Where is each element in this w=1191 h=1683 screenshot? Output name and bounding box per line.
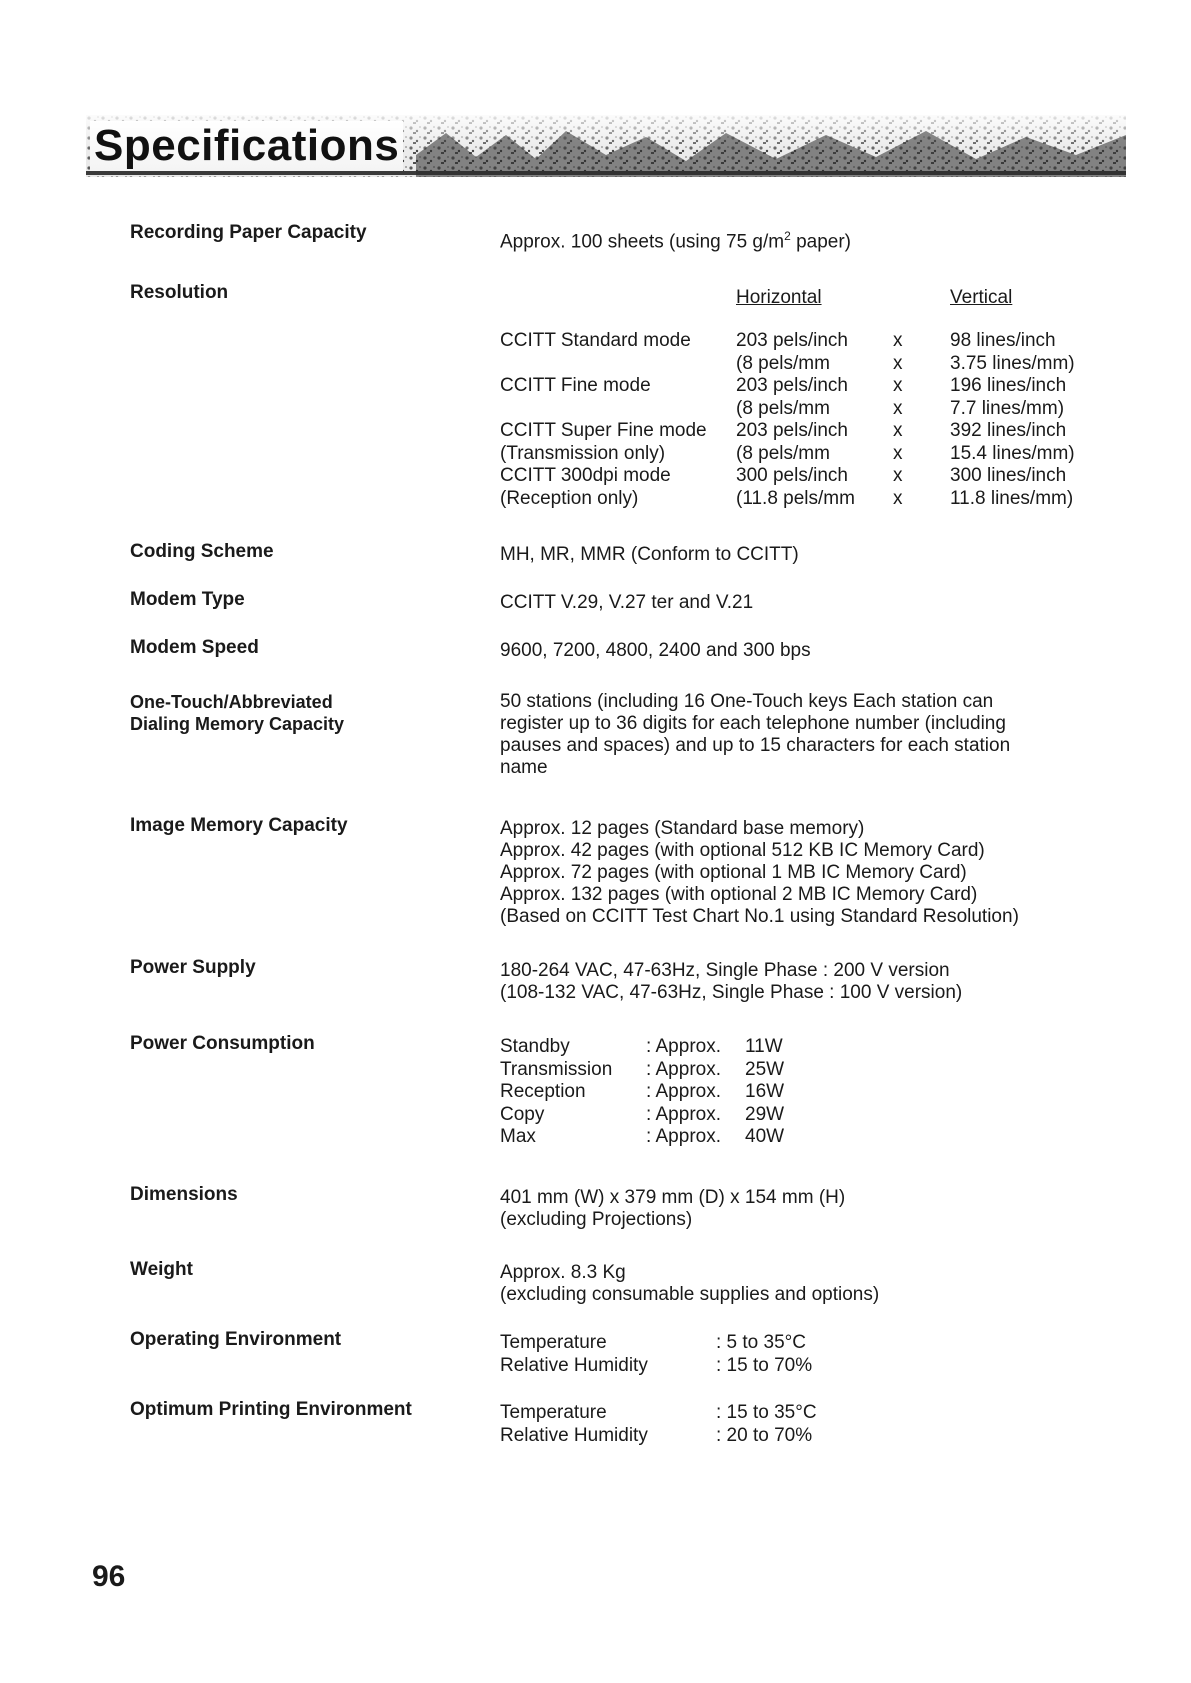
separator-x: x bbox=[893, 442, 903, 464]
power-approx: : Approx. bbox=[646, 1126, 721, 1147]
power-mode: Max bbox=[500, 1126, 536, 1147]
horizontal-value: (8 pels/mm bbox=[736, 397, 830, 419]
resolution-mode: CCITT Super Fine mode bbox=[500, 420, 707, 441]
power-value: 29W bbox=[745, 1103, 785, 1125]
horizontal-value: 203 pels/inch bbox=[736, 420, 848, 441]
env-value: : 20 to 70% bbox=[716, 1424, 813, 1446]
power-value: 40W bbox=[745, 1126, 785, 1147]
spec-label: Optimum Printing Environment bbox=[130, 1399, 412, 1420]
horizontal-value: (8 pels/mm bbox=[736, 442, 830, 464]
env-value: : 15 to 70% bbox=[716, 1354, 813, 1376]
spec-value-line: (excluding consumable supplies and options) bbox=[500, 1284, 880, 1305]
spec-label bbox=[130, 691, 344, 735]
spec-value-line: register up to 36 digits for each telephone number (including bbox=[500, 713, 1006, 734]
vertical-value: 7.7 lines/mm) bbox=[950, 397, 1065, 419]
power-value: 16W bbox=[745, 1081, 785, 1102]
spec-value bbox=[500, 818, 1019, 928]
separator-x: x bbox=[893, 420, 903, 441]
env-value: : 5 to 35°C bbox=[716, 1332, 806, 1353]
power-approx: : Approx. bbox=[646, 1058, 721, 1080]
spec-value-line: 50 stations (including 16 One-Touch keys Each station can bbox=[500, 691, 994, 712]
spec-value-line: pauses and spaces) and up to 15 characters for each station bbox=[500, 735, 1011, 756]
header-banner bbox=[86, 115, 1126, 177]
separator-x: x bbox=[893, 352, 903, 374]
spec-label: Coding Scheme bbox=[130, 541, 274, 562]
resolution-mode: CCITT Standard mode bbox=[500, 330, 691, 351]
spec-value: CCITT V.29, V.27 ter and V.21 bbox=[500, 592, 754, 613]
power-value: 25W bbox=[745, 1058, 785, 1080]
separator-x: x bbox=[893, 397, 903, 419]
env-value: : 15 to 35°C bbox=[716, 1402, 817, 1423]
spec-value-text: Approx. 100 sheets (using 75 g/m bbox=[500, 231, 785, 253]
spec-label: Image Memory Capacity bbox=[130, 815, 348, 836]
spec-label: Operating Environment bbox=[130, 1329, 342, 1350]
vertical-value: 300 lines/inch bbox=[950, 465, 1067, 486]
separator-x: x bbox=[893, 465, 903, 486]
vertical-value: 11.8 lines/mm) bbox=[950, 487, 1074, 509]
vertical-value: 392 lines/inch bbox=[950, 420, 1067, 441]
power-approx: : Approx. bbox=[646, 1103, 721, 1125]
resolution-mode: (Reception only) bbox=[500, 487, 639, 509]
spec-label: Modem Type bbox=[130, 589, 245, 610]
separator-x: x bbox=[893, 330, 903, 351]
power-approx: : Approx. bbox=[646, 1036, 721, 1057]
spec-label: Modem Speed bbox=[130, 637, 259, 658]
spec-value-line: Approx. 8.3 Kg bbox=[500, 1262, 626, 1283]
horizontal-value: (11.8 pels/mm bbox=[736, 487, 855, 509]
spec-value-line: Approx. 12 pages (Standard base memory) bbox=[500, 818, 865, 839]
spec-value-line: Approx. 132 pages (with optional 2 MB IC Memory Card) bbox=[500, 884, 978, 905]
horizontal-value: 300 pels/inch bbox=[736, 465, 848, 486]
spec-value bbox=[500, 691, 1010, 779]
env-name: Relative Humidity bbox=[500, 1424, 648, 1446]
separator-x: x bbox=[893, 375, 903, 396]
spec-label: Dimensions bbox=[130, 1184, 238, 1205]
vertical-value: 15.4 lines/mm) bbox=[950, 442, 1075, 464]
superscript: 2 bbox=[784, 229, 791, 243]
env-name: Temperature bbox=[500, 1402, 607, 1423]
spec-value-line: (excluding Projections) bbox=[500, 1209, 693, 1230]
page-title: Specifications bbox=[90, 121, 403, 171]
vertical-value: 3.75 lines/mm) bbox=[950, 352, 1075, 374]
power-mode: Standby bbox=[500, 1036, 570, 1057]
resolution-mode bbox=[500, 398, 707, 421]
spec-value-line: (Based on CCITT Test Chart No.1 using Standard Resolution) bbox=[500, 906, 1019, 927]
spec-value: 9600, 7200, 4800, 2400 and 300 bps bbox=[500, 640, 811, 661]
power-mode: Reception bbox=[500, 1081, 586, 1102]
env-name: Relative Humidity bbox=[500, 1354, 648, 1376]
column-header-vertical: Vertical bbox=[950, 287, 1013, 308]
spec-value bbox=[500, 1262, 879, 1306]
spec-label-line: One-Touch/Abbreviated bbox=[130, 692, 333, 712]
resolution-mode: (Transmission only) bbox=[500, 442, 666, 464]
spec-value-line: Approx. 42 pages (with optional 512 KB IC Memory Card) bbox=[500, 840, 985, 861]
separator-x: x bbox=[893, 487, 903, 509]
horizontal-value: 203 pels/inch bbox=[736, 330, 848, 351]
resolution-mode: CCITT 300dpi mode bbox=[500, 465, 671, 486]
power-approx: : Approx. bbox=[646, 1081, 721, 1102]
spec-value-line: Approx. 72 pages (with optional 1 MB IC Memory Card) bbox=[500, 862, 967, 883]
spec-value-line: 180-264 VAC, 47-63Hz, Single Phase : 200 V version bbox=[500, 960, 950, 981]
power-mode: Copy bbox=[500, 1103, 545, 1125]
spec-label: Power Supply bbox=[130, 957, 256, 978]
horizontal-value: (8 pels/mm bbox=[736, 352, 830, 374]
spec-value-line: (108-132 VAC, 47-63Hz, Single Phase : 100 V version) bbox=[500, 982, 963, 1003]
env-name: Temperature bbox=[500, 1332, 607, 1353]
resolution-mode bbox=[500, 353, 707, 376]
spec-label: Recording Paper Capacity bbox=[130, 222, 367, 243]
spec-value bbox=[500, 225, 851, 253]
power-mode: Transmission bbox=[500, 1058, 613, 1080]
spec-value-line: 401 mm (W) x 379 mm (D) x 154 mm (H) bbox=[500, 1187, 846, 1208]
spec-label-line: Dialing Memory Capacity bbox=[130, 714, 345, 734]
column-header-horizontal: Horizontal bbox=[736, 287, 822, 308]
vertical-value: 196 lines/inch bbox=[950, 375, 1067, 396]
spec-value bbox=[500, 1187, 845, 1231]
spec-label: Weight bbox=[130, 1259, 193, 1280]
spec-value: MH, MR, MMR (Conform to CCITT) bbox=[500, 544, 799, 565]
page-number: 96 bbox=[92, 1560, 126, 1593]
power-value: 11W bbox=[745, 1036, 783, 1057]
vertical-value: 98 lines/inch bbox=[950, 330, 1056, 351]
spec-value-text: paper) bbox=[790, 231, 851, 253]
spec-value-line: name bbox=[500, 757, 548, 778]
spec-label: Power Consumption bbox=[130, 1033, 315, 1054]
resolution-mode: CCITT Fine mode bbox=[500, 375, 651, 396]
spec-label: Resolution bbox=[130, 282, 229, 303]
horizontal-value: 203 pels/inch bbox=[736, 375, 848, 396]
spec-value bbox=[500, 960, 962, 1004]
